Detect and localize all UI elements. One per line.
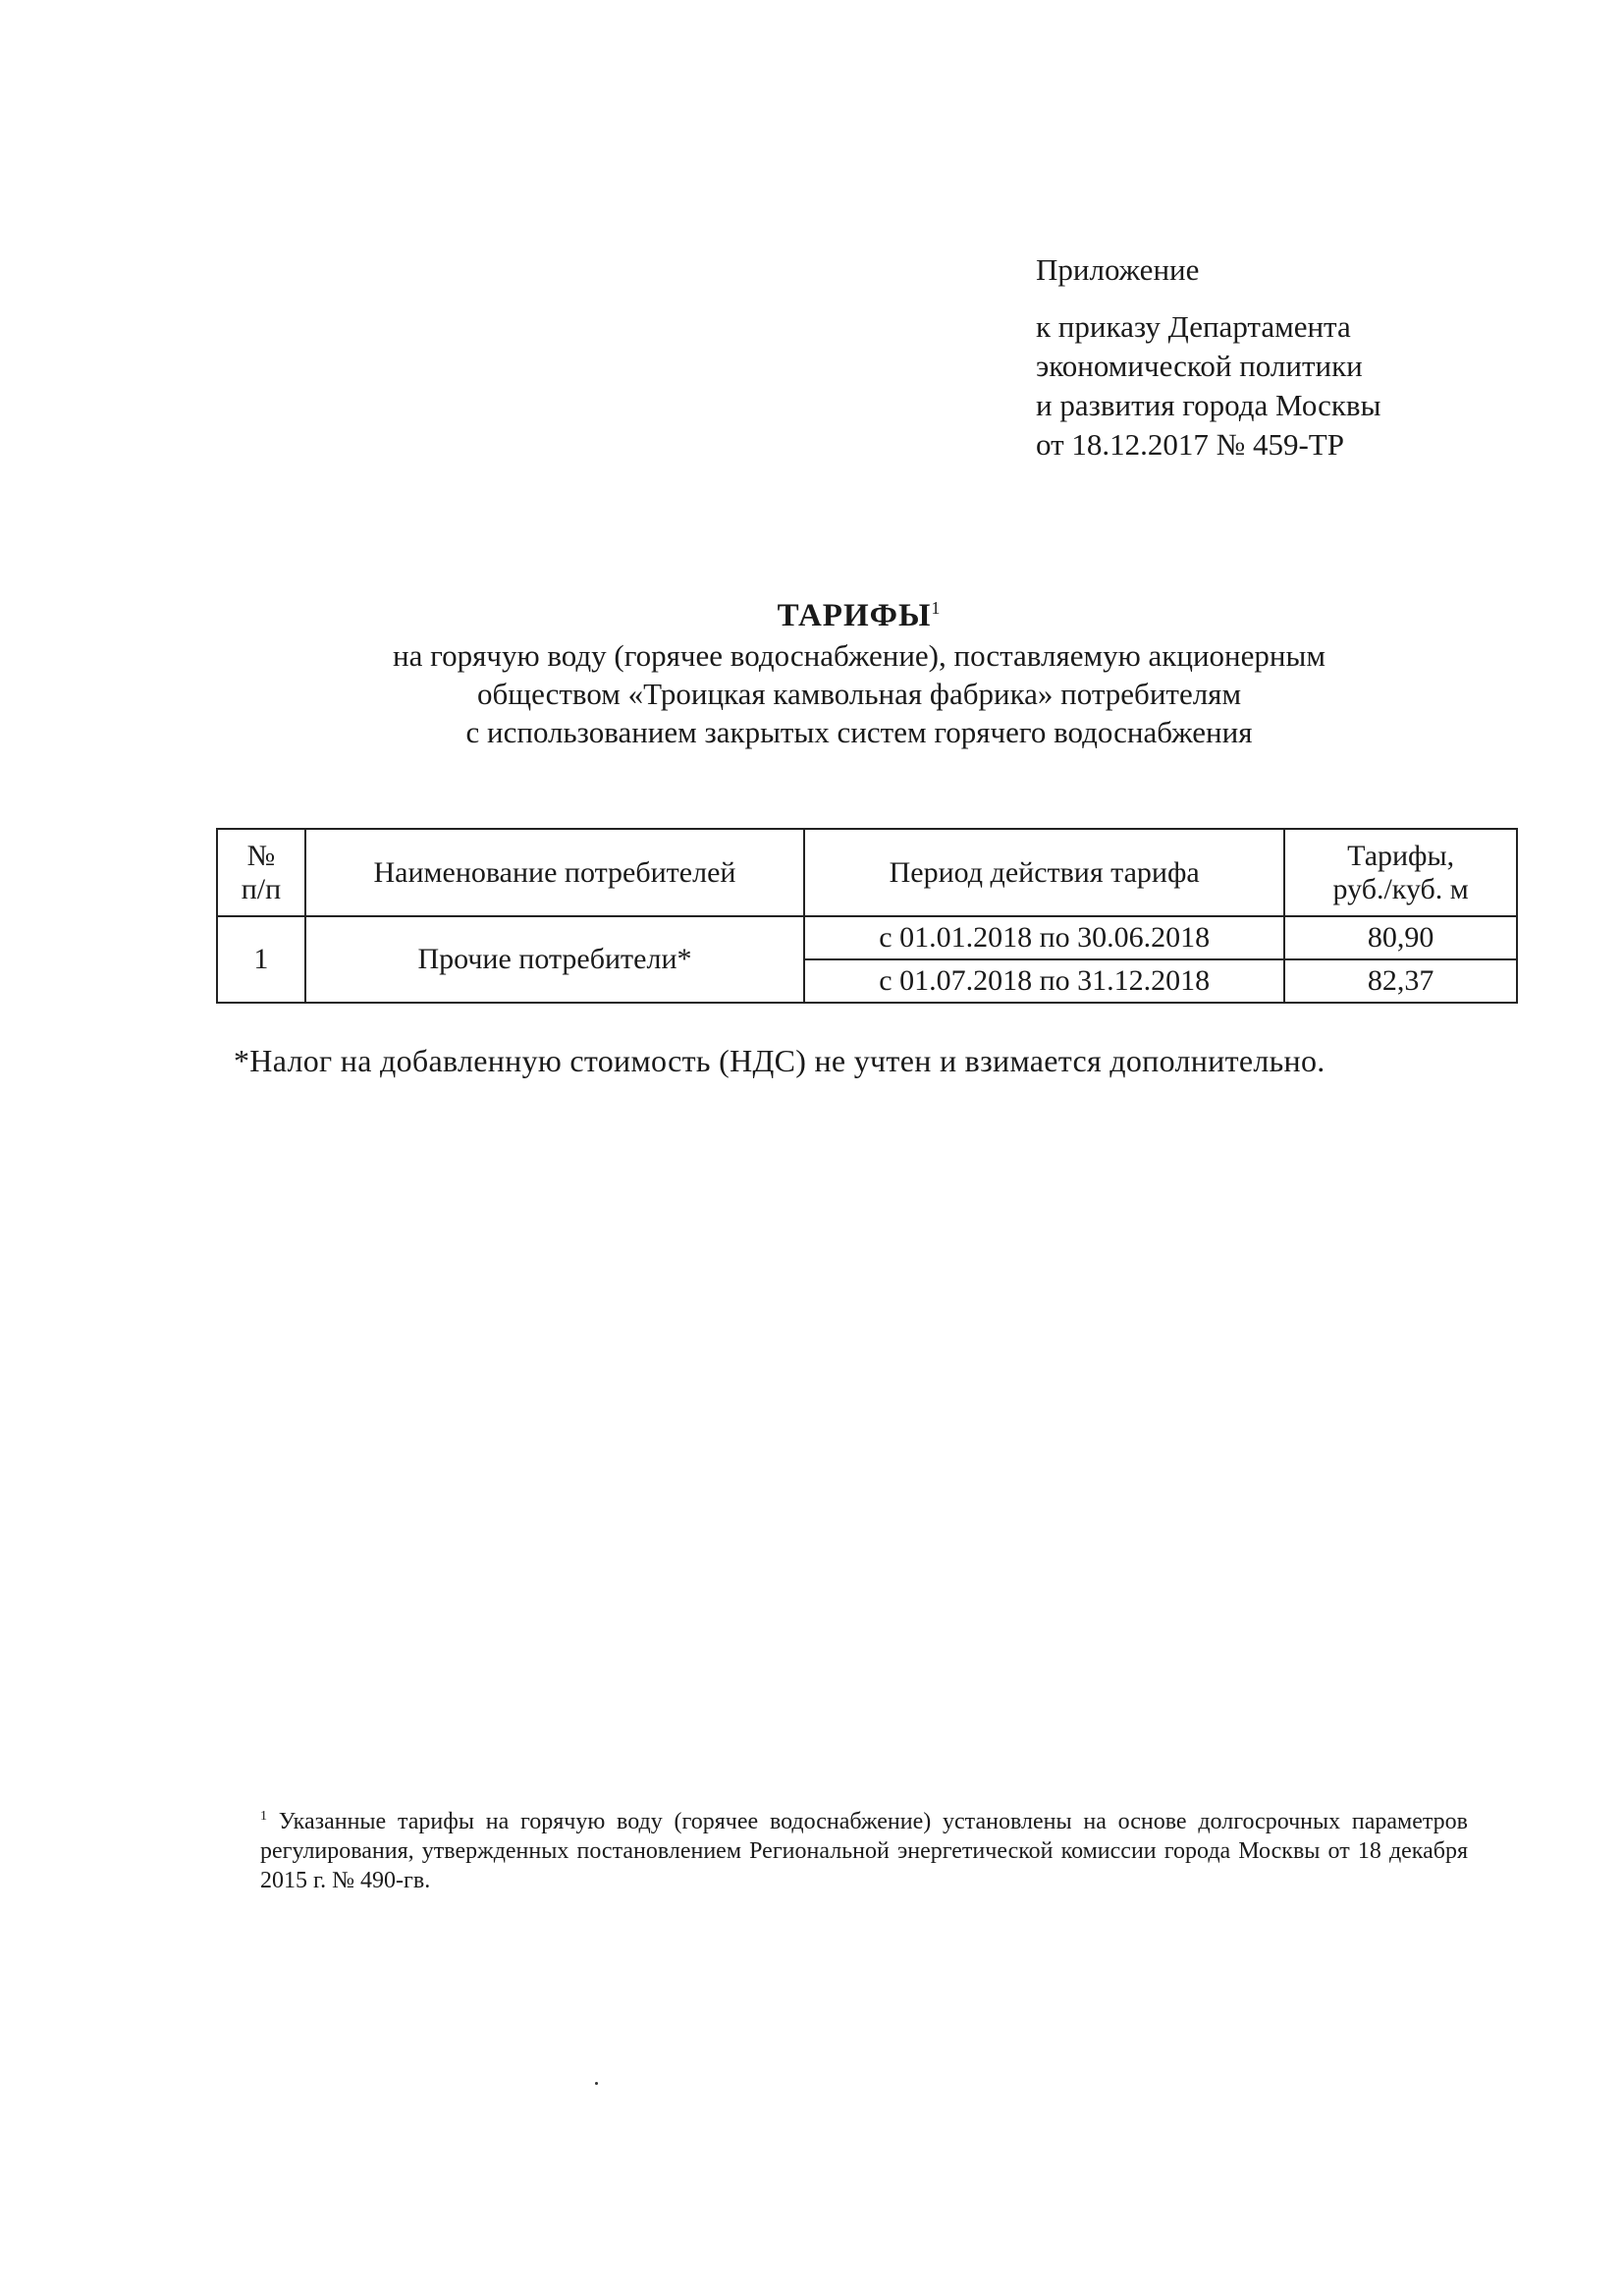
- cell-tariff: 80,90: [1284, 916, 1517, 959]
- cell-period: с 01.07.2018 по 31.12.2018: [804, 959, 1284, 1003]
- vat-note: *Налог на добавленную стоимость (НДС) не учтен и взимается дополнительно.: [234, 1043, 1325, 1078]
- subtitle-line: обществом «Троицкая камвольная фабрика» потребителям: [476, 677, 1242, 711]
- footnote-marker: 1: [260, 1809, 267, 1824]
- subtitle-line: с использованием закрытых систем горячего водоснабжения: [465, 715, 1253, 749]
- scan-speck: [595, 2082, 598, 2085]
- table-header-row: [217, 829, 1517, 916]
- cell-num: 1: [217, 916, 305, 1003]
- appendix-block: [1036, 250, 1380, 465]
- document-title: [255, 587, 1463, 636]
- subtitle-line: на горячую воду (горячее водоснабжение), поставляемую акционерным: [393, 638, 1325, 673]
- appendix-line: экономической политики: [1036, 349, 1363, 383]
- header-tariff: Тарифы, руб./куб. м: [1284, 829, 1517, 916]
- appendix-title: Приложение: [1036, 252, 1200, 287]
- table-row: [217, 916, 1517, 959]
- cell-period: с 01.01.2018 по 30.06.2018: [804, 916, 1284, 959]
- appendix-line: и развития города Москвы: [1036, 388, 1381, 422]
- header-num: № п/п: [217, 829, 305, 916]
- cell-tariff: 82,37: [1284, 959, 1517, 1003]
- header-consumer: Наименование потребителей: [305, 829, 804, 916]
- footnote-marker: 1: [931, 598, 942, 618]
- appendix-line: к приказу Департамента: [1036, 309, 1351, 344]
- footnote: [260, 1802, 1468, 1895]
- footnote-text: Указанные тарифы на горячую воду (горячее водоснабжение) установлены на основе долгосрочных параметров регулирования, утвержденных постановлением Региональной энергетической комиссии города Москвы от 18 декабря 2015 г. № 490-гв.: [260, 1809, 1468, 1893]
- document-title-text: ТАРИФЫ: [777, 598, 932, 633]
- header-period: Период действия тарифа: [804, 829, 1284, 916]
- appendix-line: от 18.12.2017 № 459-ТР: [1036, 427, 1344, 462]
- tariff-table: [216, 828, 1518, 1004]
- cell-consumer: Прочие потребители*: [305, 916, 804, 1003]
- title-block: [255, 587, 1463, 751]
